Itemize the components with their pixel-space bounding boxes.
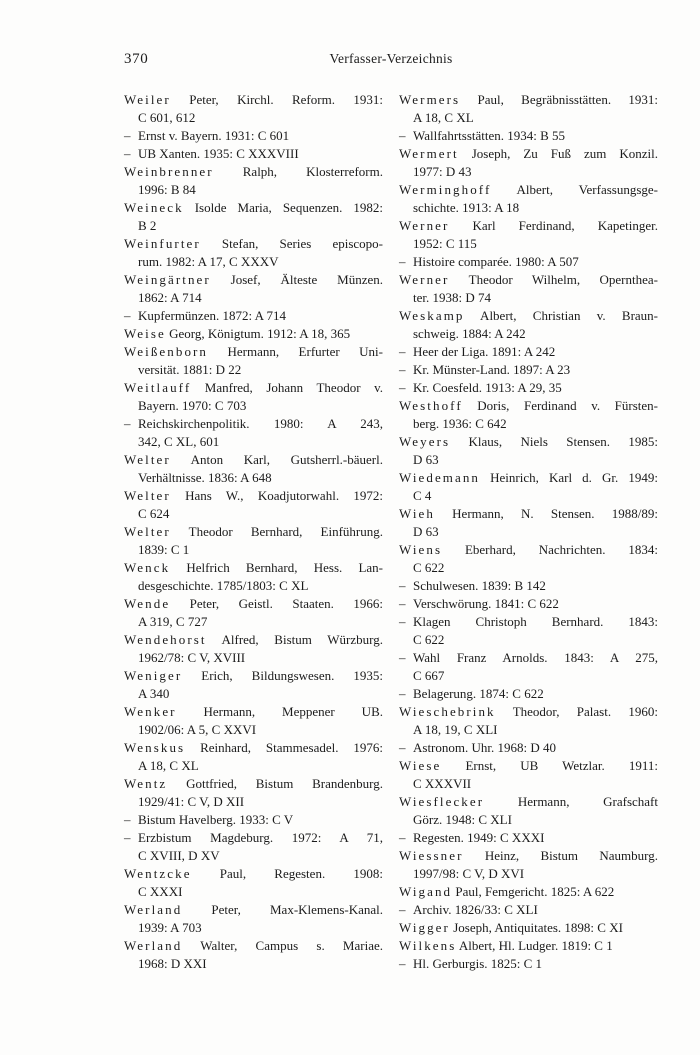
index-subentry [124, 811, 383, 829]
index-entry [124, 667, 383, 703]
subentry-dash: – [399, 740, 406, 755]
index-entry-line: Weißenborn Hermann, Erfurter Uni- [124, 344, 383, 359]
index-entry-line: A 18, 19, C XLI [413, 722, 498, 737]
subentry-dash: – [399, 254, 406, 269]
index-entry-line: Weitlauff Manfred, Johann Theodor v. [124, 380, 383, 395]
index-entry [124, 937, 383, 973]
index-entry-line: Wieschebrink Theodor, Palast. 1960: [399, 704, 658, 719]
index-entry-line: – Ernst v. Bayern. 1931: C 601 [124, 128, 290, 143]
index-entry-line: Wiese Ernst, UB Wetzlar. 1911: [399, 758, 658, 773]
index-entry-line: 1939: A 703 [138, 920, 202, 935]
subentry-dash: – [124, 812, 131, 827]
index-entry-line: 1962/78: C V, XVIII [138, 650, 246, 665]
entry-surname: Wiessner [399, 848, 464, 863]
entry-surname: Weitlauff [124, 380, 192, 395]
index-entry [124, 595, 383, 631]
entry-surname: Werner [399, 218, 450, 233]
index-entry-line: 1929/41: C V, D XII [138, 794, 245, 809]
entry-surname: Wendehorst [124, 632, 207, 647]
index-entry-line: Westhoff Doris, Ferdinand v. Fürsten- [399, 398, 658, 413]
index-entry-line: C 4 [413, 488, 432, 503]
index-entry-line: – Erzbistum Magdeburg. 1972: A 71, [124, 830, 383, 845]
entry-surname: Weinbrenner [124, 164, 214, 179]
index-entry-line: A 340 [138, 686, 170, 701]
index-entry-line: Welter Theodor Bernhard, Einführung. [124, 524, 383, 539]
index-entry-line: – Wallfahrtsstätten. 1934: B 55 [399, 128, 566, 143]
index-entry-line: Wendehorst Alfred, Bistum Würzburg. [124, 632, 383, 647]
index-entry-line: Wiesflecker Hermann, Grafschaft [399, 794, 658, 809]
index-entry-line: Werland Peter, Max-Klemens-Kanal. [124, 902, 383, 917]
index-entry-line: D 63 [413, 524, 439, 539]
index-subentry [399, 901, 658, 919]
index-entry [124, 559, 383, 595]
entry-surname: Weingärtner [124, 272, 211, 287]
index-entry-line: 1952: C 115 [413, 236, 477, 251]
index-entry-line: – Bistum Havelberg. 1933: C V [124, 812, 294, 827]
index-entry-line: C 601, 612 [138, 110, 196, 125]
index-entry [124, 901, 383, 937]
page-number: 370 [124, 51, 149, 67]
index-entry-line: Werner Theodor Wilhelm, Opernthea- [399, 272, 658, 287]
entry-surname: Weskamp [399, 308, 465, 323]
index-entry-line: C 667 [413, 668, 445, 683]
index-entry-line: B 2 [138, 218, 157, 233]
entry-surname: Werland [124, 902, 183, 917]
index-subentry [124, 145, 383, 163]
index-entry-line: Wermert Joseph, Zu Fuß zum Konzil. [399, 146, 658, 161]
subentry-dash: – [124, 146, 131, 161]
index-entry-line: desgeschichte. 1785/1803: C XL [138, 578, 309, 593]
subentry-dash: – [124, 416, 131, 431]
entry-surname: Wenck [124, 560, 171, 575]
index-entry [399, 919, 658, 937]
subentry-dash: – [399, 578, 406, 593]
index-entry [124, 325, 383, 343]
index-entry-line: Weinbrenner Ralph, Klosterreform. [124, 164, 383, 179]
entry-surname: Wieschebrink [399, 704, 496, 719]
entry-surname: Wermers [399, 92, 461, 107]
index-entry [399, 847, 658, 883]
index-entry [399, 883, 658, 901]
index-entry-line: – Hl. Gerburgis. 1825: C 1 [399, 956, 543, 971]
index-entry-line: versität. 1881: D 22 [138, 362, 242, 377]
subentry-dash: – [399, 362, 406, 377]
index-entry [124, 343, 383, 379]
index-entry-line: 1977: D 43 [413, 164, 472, 179]
index-entry-line: Wenskus Reinhard, Stammesadel. 1976: [124, 740, 383, 755]
index-entry [399, 181, 658, 217]
index-entry-line: schweig. 1884: A 242 [413, 326, 526, 341]
index-entry-line: schichte. 1913: A 18 [413, 200, 520, 215]
index-entry [399, 793, 658, 829]
index-column-right [399, 91, 658, 973]
subentry-dash: – [124, 128, 131, 143]
index-subentry [399, 379, 658, 397]
index-entry-line: – Archiv. 1826/33: C XLI [399, 902, 538, 917]
index-entry [124, 523, 383, 559]
index-entry [399, 541, 658, 577]
index-entry-line: Weise Georg, Königtum. 1912: A 18, 365 [124, 326, 351, 341]
subentry-dash: – [399, 344, 406, 359]
index-subentry [124, 829, 383, 865]
index-subentry [124, 307, 383, 325]
entry-surname: Wieh [399, 506, 435, 521]
running-title: Verfasser-Verzeichnis [329, 51, 453, 66]
index-entry-line: rum. 1982: A 17, C XXXV [138, 254, 279, 269]
index-entry-line: Verhältnisse. 1836: A 648 [138, 470, 272, 485]
index-entry-line: Weiler Peter, Kirchl. Reform. 1931: [124, 92, 383, 107]
index-subentry [399, 253, 658, 271]
index-subentry [399, 739, 658, 757]
index-entry-line: – Wahl Franz Arnolds. 1843: A 275, [399, 650, 658, 665]
index-entry-line: Wentzcke Paul, Regesten. 1908: [124, 866, 383, 881]
subentry-dash: – [399, 128, 406, 143]
subentry-dash: – [399, 596, 406, 611]
entry-surname: Wiens [399, 542, 443, 557]
index-entry-line: Welter Anton Karl, Gutsherrl.-bäuerl. [124, 452, 383, 467]
entry-surname: Weiler [124, 92, 171, 107]
entry-surname: Welter [124, 524, 171, 539]
index-entry-line: – Belagerung. 1874: C 622 [399, 686, 544, 701]
subentry-dash: – [399, 650, 406, 665]
entry-surname: Westhoff [399, 398, 463, 413]
index-entry-line: Wenker Hermann, Meppener UB. [124, 704, 383, 719]
index-entry [124, 631, 383, 667]
index-entry [124, 703, 383, 739]
index-entry-line: Werner Karl Ferdinand, Kapetinger. [399, 218, 658, 233]
subentry-dash: – [124, 308, 131, 323]
index-entry-line: Welter Hans W., Koadjutorwahl. 1972: [124, 488, 383, 503]
index-entry-line: C XVIII, D XV [138, 848, 220, 863]
entry-surname: Wenskus [124, 740, 186, 755]
index-entry-line: Wiedemann Heinrich, Karl d. Gr. 1949: [399, 470, 658, 485]
entry-surname: Weineck [124, 200, 184, 215]
subentry-dash: – [124, 830, 131, 845]
index-subentry [399, 829, 658, 847]
entry-surname: Wiesflecker [399, 794, 485, 809]
index-subentry [399, 613, 658, 649]
index-entry [399, 307, 658, 343]
index-entry [124, 91, 383, 127]
index-entry [124, 235, 383, 271]
index-entry [399, 271, 658, 307]
index-entry-line: ter. 1938: D 74 [413, 290, 491, 305]
page-header [124, 50, 658, 68]
index-entry-line: – Histoire comparée. 1980: A 507 [399, 254, 579, 269]
index-entry-line: C 622 [413, 560, 445, 575]
index-entry-line: – Astronom. Uhr. 1968: D 40 [399, 740, 556, 755]
index-entry [399, 217, 658, 253]
index-entry [124, 163, 383, 199]
index-entry [399, 91, 658, 127]
index-entry-line: A 319, C 727 [138, 614, 208, 629]
index-entry-line: Weyers Klaus, Niels Stensen. 1985: [399, 434, 658, 449]
subentry-dash: – [399, 380, 406, 395]
index-entry [124, 271, 383, 307]
index-entry [124, 487, 383, 523]
entry-surname: Wentzcke [124, 866, 192, 881]
index-entry-line: – Reichskirchenpolitik. 1980: A 243, [124, 416, 383, 431]
subentry-dash: – [399, 902, 406, 917]
index-entry-line: 1996: B 84 [138, 182, 196, 197]
index-entry [124, 199, 383, 235]
entry-surname: Wigger [399, 920, 450, 935]
index-entry-line: – Kupfermünzen. 1872: A 714 [124, 308, 287, 323]
index-subentry [399, 595, 658, 613]
index-entry-line: Görz. 1948: C XLI [413, 812, 512, 827]
index-entry-line: Wenck Helfrich Bernhard, Hess. Lan- [124, 560, 383, 575]
index-entry-line: – Kr. Münster-Land. 1897: A 23 [399, 362, 571, 377]
index-entry-line: Bayern. 1970: C 703 [138, 398, 247, 413]
index-entry [399, 703, 658, 739]
index-entry-line: Wieh Hermann, N. Stensen. 1988/89: [399, 506, 658, 521]
index-entry [399, 505, 658, 541]
entry-surname: Wende [124, 596, 171, 611]
entry-surname: Wentz [124, 776, 168, 791]
entry-surname: Weniger [124, 668, 183, 683]
index-subentry [399, 649, 658, 685]
index-entry-line: Wiens Eberhard, Nachrichten. 1834: [399, 542, 658, 557]
index-entry-line: Werland Walter, Campus s. Mariae. [124, 938, 383, 953]
subentry-dash: – [399, 956, 406, 971]
index-entry-line: Wigand Paul, Femgericht. 1825: A 622 [399, 884, 615, 899]
index-entry-line: Wermers Paul, Begräbnisstätten. 1931: [399, 92, 658, 107]
index-column-left [124, 91, 383, 973]
index-entry-line: D 63 [413, 452, 439, 467]
index-entry-line: Weingärtner Josef, Älteste Münzen. [124, 272, 383, 287]
index-subentry [124, 415, 383, 451]
index-entry-line: – Heer der Liga. 1891: A 242 [399, 344, 556, 359]
index-entry-line: – Schulwesen. 1839: B 142 [399, 578, 546, 593]
index-subentry [399, 685, 658, 703]
index-entry-line: Werminghoff Albert, Verfassungsge- [399, 182, 658, 197]
entry-surname: Wermert [399, 146, 459, 161]
index-subentry [399, 361, 658, 379]
index-subentry [399, 343, 658, 361]
index-entry-line: C 624 [138, 506, 170, 521]
index-entry [124, 775, 383, 811]
entry-surname: Wiese [399, 758, 442, 773]
index-entry-line: – Kr. Coesfeld. 1913: A 29, 35 [399, 380, 562, 395]
index-entry-line: Weskamp Albert, Christian v. Braun- [399, 308, 658, 323]
entry-surname: Werminghoff [399, 182, 492, 197]
index-entry-line: – Klagen Christoph Bernhard. 1843: [399, 614, 658, 629]
entry-surname: Wilkens [399, 938, 457, 953]
index-entry [399, 937, 658, 955]
index-columns [124, 91, 658, 973]
index-entry-line: Weinfurter Stefan, Series episcopo- [124, 236, 383, 251]
index-entry [124, 739, 383, 775]
index-entry-line: C XXXI [138, 884, 183, 899]
index-entry-line: 1839: C 1 [138, 542, 190, 557]
index-subentry [399, 127, 658, 145]
index-subentry [399, 577, 658, 595]
entry-surname: Weißenborn [124, 344, 209, 359]
subentry-dash: – [399, 830, 406, 845]
index-entry [124, 865, 383, 901]
subentry-dash: – [399, 614, 406, 629]
index-entry-line: C XXXVII [413, 776, 472, 791]
index-entry-line: – Regesten. 1949: C XXXI [399, 830, 545, 845]
index-entry-line: Wentz Gottfried, Bistum Brandenburg. [124, 776, 383, 791]
subentry-dash: – [399, 686, 406, 701]
index-entry [399, 469, 658, 505]
index-entry-line: 1968: D XXI [138, 956, 207, 971]
entry-surname: Werner [399, 272, 450, 287]
index-entry-line: 1902/06: A 5, C XXVI [138, 722, 257, 737]
index-entry-line: – Verschwörung. 1841: C 622 [399, 596, 559, 611]
index-entry-line: Wilkens Albert, Hl. Ludger. 1819: C 1 [399, 938, 613, 953]
index-entry-line: 1862: A 714 [138, 290, 202, 305]
index-entry-line: Wiessner Heinz, Bistum Naumburg. [399, 848, 658, 863]
entry-surname: Wenker [124, 704, 177, 719]
index-entry-line: Weineck Isolde Maria, Sequenzen. 1982: [124, 200, 383, 215]
index-subentry [124, 127, 383, 145]
index-entry-line: berg. 1936: C 642 [413, 416, 507, 431]
entry-surname: Welter [124, 488, 171, 503]
index-entry [124, 379, 383, 415]
entry-surname: Weyers [399, 434, 451, 449]
entry-surname: Weinfurter [124, 236, 201, 251]
index-entry-line: Wigger Joseph, Antiquitates. 1898: C XI [399, 920, 623, 935]
index-entry-line: Weniger Erich, Bildungswesen. 1935: [124, 668, 383, 683]
entry-surname: Welter [124, 452, 171, 467]
index-entry-line: Wende Peter, Geistl. Staaten. 1966: [124, 596, 383, 611]
entry-surname: Werland [124, 938, 183, 953]
index-subentry [399, 955, 658, 973]
index-entry [124, 451, 383, 487]
index-entry-line: A 18, C XL [138, 758, 199, 773]
index-entry [399, 145, 658, 181]
index-entry [399, 757, 658, 793]
entry-surname: Wiedemann [399, 470, 481, 485]
index-entry-line: 1997/98: C V, D XVI [413, 866, 525, 881]
index-entry-line: C 622 [413, 632, 445, 647]
index-entry-line: 342, C XL, 601 [138, 434, 220, 449]
index-entry-line: – UB Xanten. 1935: C XXXVIII [124, 146, 299, 161]
entry-surname: Weise [124, 326, 166, 341]
index-entry [399, 433, 658, 469]
index-entry [399, 397, 658, 433]
index-entry-line: A 18, C XL [413, 110, 474, 125]
entry-surname: Wigand [399, 884, 453, 899]
